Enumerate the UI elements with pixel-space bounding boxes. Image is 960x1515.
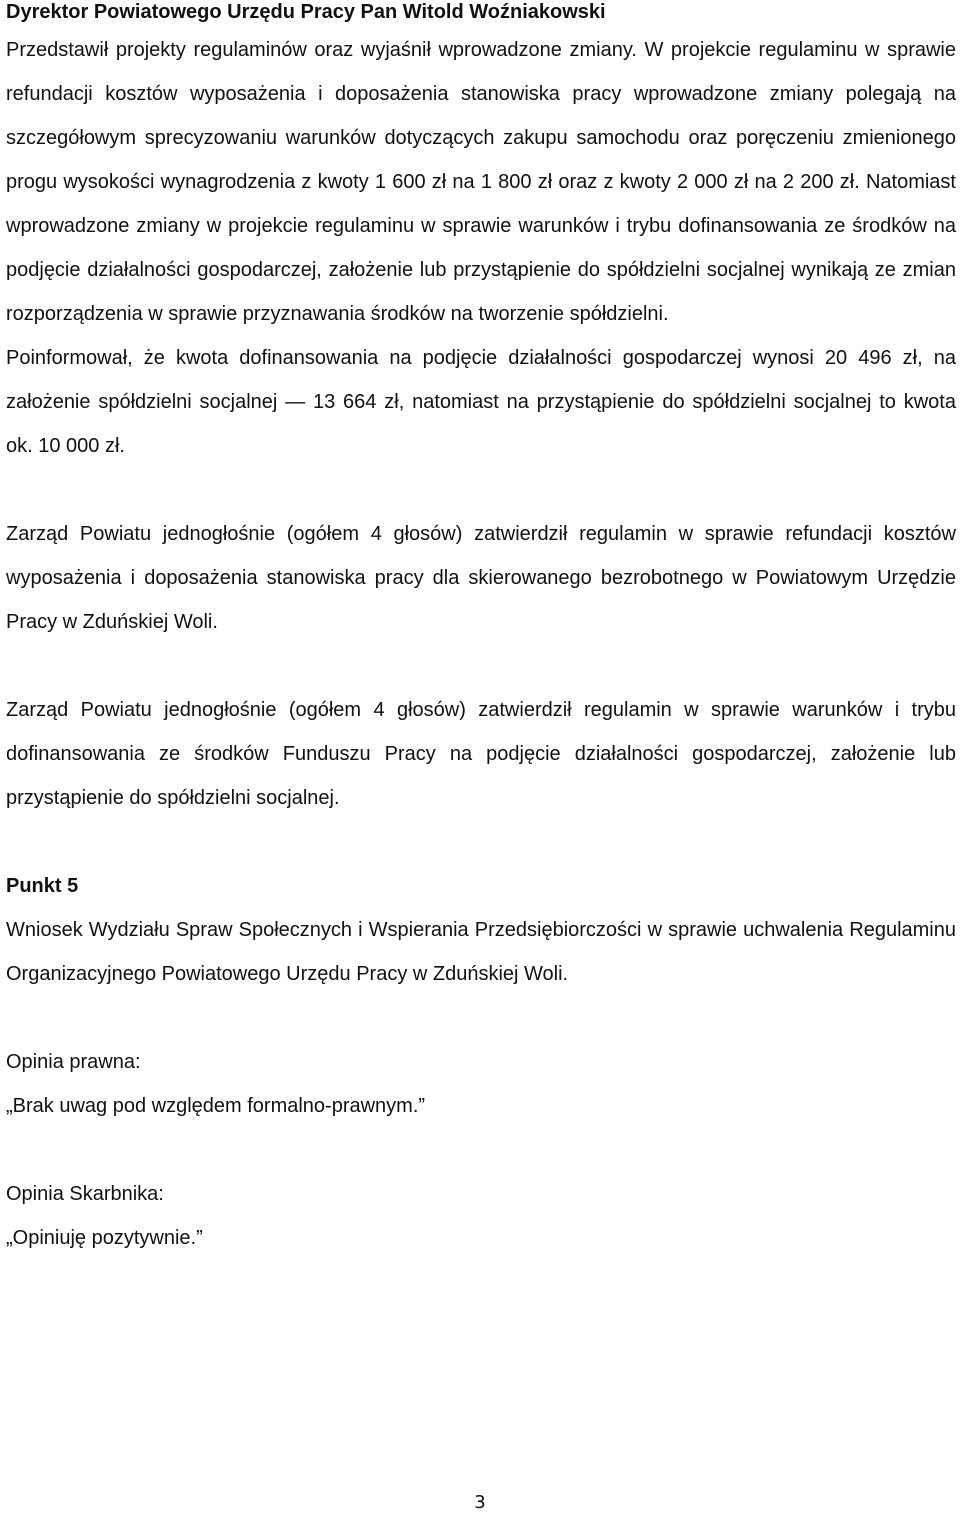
legal-opinion-text: „Brak uwag pod względem formalno-prawnym.” — [6, 1095, 426, 1117]
resolution-refund-regulation: Zarząd Powiatu jednogłośnie (ogółem 4 głosów) zatwierdził regulamin w sprawie refundacji kosztów wyposażenia i doposażenia stanowiska pracy dla skierowanego bezrobotnego w Powiatowym Urzędzie Pracy w Zduńskiej Woli. — [6, 523, 956, 633]
resolution-funding-regulation: Zarząd Powiatu jednogłośnie (ogółem 4 głosów) zatwierdził regulamin w sprawie warunków i trybu dofinansowania ze środków Funduszu Pracy na podjęcie działalności gospodarczej, założenie lub przystąpienie do spółdzielni socjalnej. — [6, 699, 956, 809]
director-heading: Dyrektor Powiatowego Urzędu Pracy Pan Witold Woźniakowski — [6, 1, 606, 23]
director-paragraph-amounts: Poinformował, że kwota dofinansowania na podjęcie działalności gospodarczej wynosi 20 496 zł, na założenie spółdzielni socjalnej — 13 664 zł, natomiast na przystąpienie do spółdzielni socjalnej to kwota ok. 10 000 zł. — [6, 347, 956, 457]
legal-opinion-label: Opinia prawna: — [6, 1051, 141, 1073]
spacer — [6, 468, 956, 512]
point-5-request: Wniosek Wydziału Spraw Społecznych i Wspierania Przedsiębiorczości w sprawie uchwalenia Regulaminu Organizacyjnego Powiatowego Urzędu Pracy w Zduńskiej Woli. — [6, 919, 956, 985]
point-5-heading: Punkt 5 — [6, 875, 79, 897]
spacer — [6, 644, 956, 688]
spacer — [6, 820, 956, 864]
treasurer-opinion-text: „Opiniuję pozytywnie.” — [6, 1227, 203, 1249]
document-page — [6, 0, 956, 1260]
treasurer-opinion-label: Opinia Skarbnika: — [6, 1183, 164, 1205]
spacer — [6, 996, 956, 1040]
spacer — [6, 1128, 956, 1172]
director-paragraph-changes: Przedstawił projekty regulaminów oraz wyjaśnił wprowadzone zmiany. W projekcie regulaminu w sprawie refundacji kosztów wyposażenia i doposażenia stanowiska pracy wprowadzone zmiany polegają na szczegółowym sprecyzowaniu warunków dotyczących zakupu samochodu oraz poręczeniu zmienionego progu wysokości wynagrodzenia z kwoty 1 600 zł na 1 800 zł oraz z kwoty 2 000 zł na 2 200 zł. Natomiast wprowadzone zmiany w projekcie regulaminu w sprawie warunków i trybu dofinansowania ze środków na podjęcie działalności gospodarczej, założenie lub przystąpienie do spółdzielni socjalnej wynikają ze zmian rozporządzenia w sprawie przyznawania środków na tworzenie spółdzielni. — [6, 39, 956, 325]
page-number: 3 — [474, 1492, 486, 1513]
